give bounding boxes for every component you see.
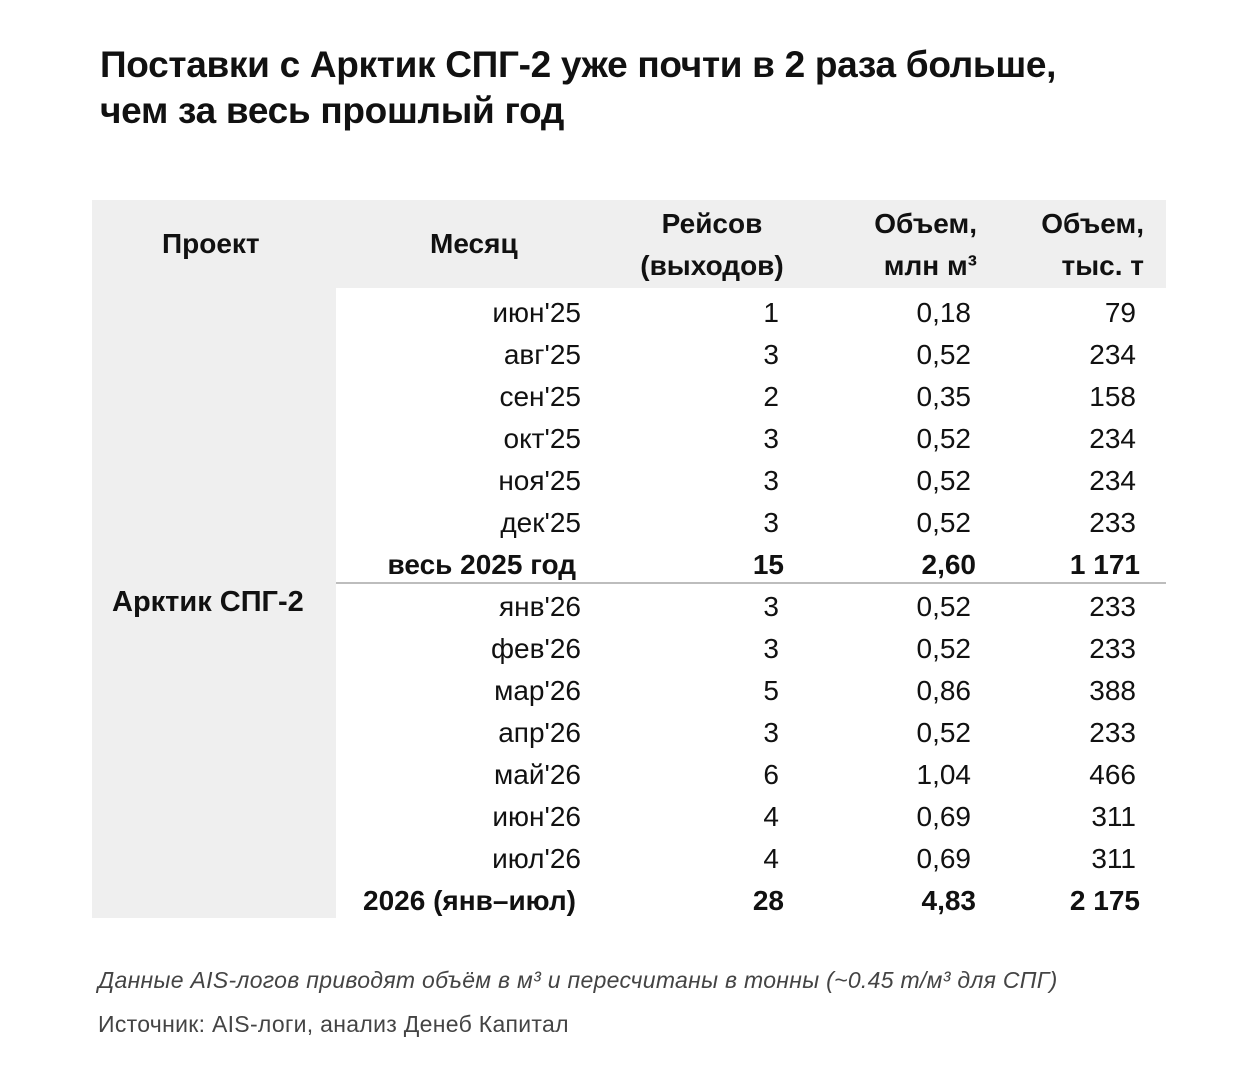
cell-month: май'26 [494, 759, 581, 790]
cell-volume-m3: 0,52 [916, 633, 971, 664]
cell-trips: 3 [763, 423, 779, 454]
cell-volume-m3: 1,04 [916, 759, 971, 790]
cell-trips: 3 [763, 633, 779, 664]
column-header-project [162, 223, 260, 265]
column-header-volume-m3-line-1: Объем, [874, 208, 977, 239]
cell-volume-m3: 2,60 [921, 549, 976, 580]
cell-volume-t: 234 [1089, 423, 1136, 454]
table-row [336, 838, 1166, 880]
cell-month: дек'25 [500, 507, 581, 538]
column-header-month [430, 223, 518, 265]
cell-month: окт'25 [503, 423, 581, 454]
cell-volume-t: 311 [1091, 801, 1136, 832]
table-row [336, 796, 1166, 838]
cell-volume-m3: 0,52 [916, 591, 971, 622]
cell-volume-t: 234 [1089, 339, 1136, 370]
cell-trips: 4 [763, 843, 779, 874]
chart-title [100, 42, 1200, 134]
cell-volume-t: 233 [1089, 507, 1136, 538]
cell-month: июн'25 [492, 297, 581, 328]
column-header-volume-t [1041, 203, 1144, 287]
column-header-volume-m3-line-2: млн м³ [883, 250, 977, 281]
table-row [336, 418, 1166, 460]
cell-month: авг'25 [503, 339, 581, 370]
cell-volume-m3: 0,69 [916, 801, 971, 832]
cell-trips: 15 [752, 549, 784, 580]
cell-month: июн'26 [492, 801, 581, 832]
shipments-table [92, 200, 1166, 918]
cell-month: июл'26 [492, 843, 581, 874]
cell-month: апр'26 [498, 717, 581, 748]
cell-volume-m3: 0,52 [916, 717, 971, 748]
cell-month: фев'26 [491, 633, 581, 664]
cell-volume-m3: 4,83 [921, 885, 976, 916]
cell-trips: 1 [763, 297, 779, 328]
table-row [336, 292, 1166, 334]
cell-volume-t: 158 [1089, 381, 1136, 412]
table-row [336, 460, 1166, 502]
cell-volume-t: 79 [1104, 297, 1136, 328]
cell-month: весь 2025 год [387, 549, 576, 580]
cell-volume-t: 233 [1089, 717, 1136, 748]
cell-volume-t: 234 [1089, 465, 1136, 496]
column-header-trips-line-1: Рейсов [661, 208, 763, 239]
year-divider [336, 582, 1166, 584]
cell-trips: 4 [763, 801, 779, 832]
cell-volume-m3: 0,52 [916, 339, 971, 370]
column-header-trips-line-2: (выходов) [640, 250, 784, 281]
column-header-volume-m3 [874, 203, 977, 287]
cell-volume-t: 1 171 [1069, 549, 1140, 580]
column-header-project-label: Проект [162, 228, 260, 259]
cell-month: мар'26 [494, 675, 581, 706]
cell-trips: 2 [763, 381, 779, 412]
cell-volume-m3: 0,52 [916, 507, 971, 538]
cell-volume-m3: 0,69 [916, 843, 971, 874]
table-row [336, 670, 1166, 712]
column-header-volume-t-line-1: Объем, [1041, 208, 1144, 239]
table-row [336, 376, 1166, 418]
table-row [336, 586, 1166, 628]
cell-month: ноя'25 [498, 465, 581, 496]
cell-trips: 3 [763, 717, 779, 748]
source-note: Источник: AIS-логи, анализ Денеб Капитал [98, 1011, 569, 1037]
table-total-row [336, 880, 1166, 922]
cell-volume-t: 388 [1089, 675, 1136, 706]
footnote: Данные AIS-логов приводят объём в м³ и пересчитаны в тонны (~0.45 т/м³ для СПГ) [98, 967, 1058, 993]
cell-volume-t: 233 [1089, 633, 1136, 664]
cell-month: 2026 (янв–июл) [363, 885, 576, 916]
cell-volume-m3: 0,52 [916, 423, 971, 454]
cell-month: сен'25 [499, 381, 581, 412]
column-header-trips [632, 203, 792, 287]
chart-title-line-1: Поставки с Арктик СПГ-2 уже почти в 2 раза больше, [100, 44, 1057, 85]
cell-volume-m3: 0,52 [916, 465, 971, 496]
cell-volume-t: 2 175 [1069, 885, 1140, 916]
cell-trips: 3 [763, 507, 779, 538]
table-row [336, 754, 1166, 796]
cell-trips: 5 [763, 675, 779, 706]
cell-volume-t: 311 [1091, 843, 1136, 874]
cell-trips: 6 [763, 759, 779, 790]
table-row [336, 712, 1166, 754]
cell-volume-m3: 0,35 [916, 381, 971, 412]
cell-volume-m3: 0,18 [916, 297, 971, 328]
cell-volume-m3: 0,86 [916, 675, 971, 706]
cell-trips: 3 [763, 339, 779, 370]
table-row [336, 502, 1166, 544]
cell-volume-t: 233 [1089, 591, 1136, 622]
project-name: Арктик СПГ-2 [112, 586, 304, 618]
chart-title-line-2: чем за весь прошлый год [100, 90, 565, 131]
table-row [336, 334, 1166, 376]
column-header-month-label: Месяц [430, 228, 518, 259]
table-row [336, 628, 1166, 670]
cell-month: янв'26 [499, 591, 581, 622]
cell-volume-t: 466 [1089, 759, 1136, 790]
table-total-row [336, 544, 1166, 586]
cell-trips: 3 [763, 465, 779, 496]
cell-trips: 3 [763, 591, 779, 622]
cell-trips: 28 [752, 885, 784, 916]
column-header-volume-t-line-2: тыс. т [1061, 250, 1144, 281]
